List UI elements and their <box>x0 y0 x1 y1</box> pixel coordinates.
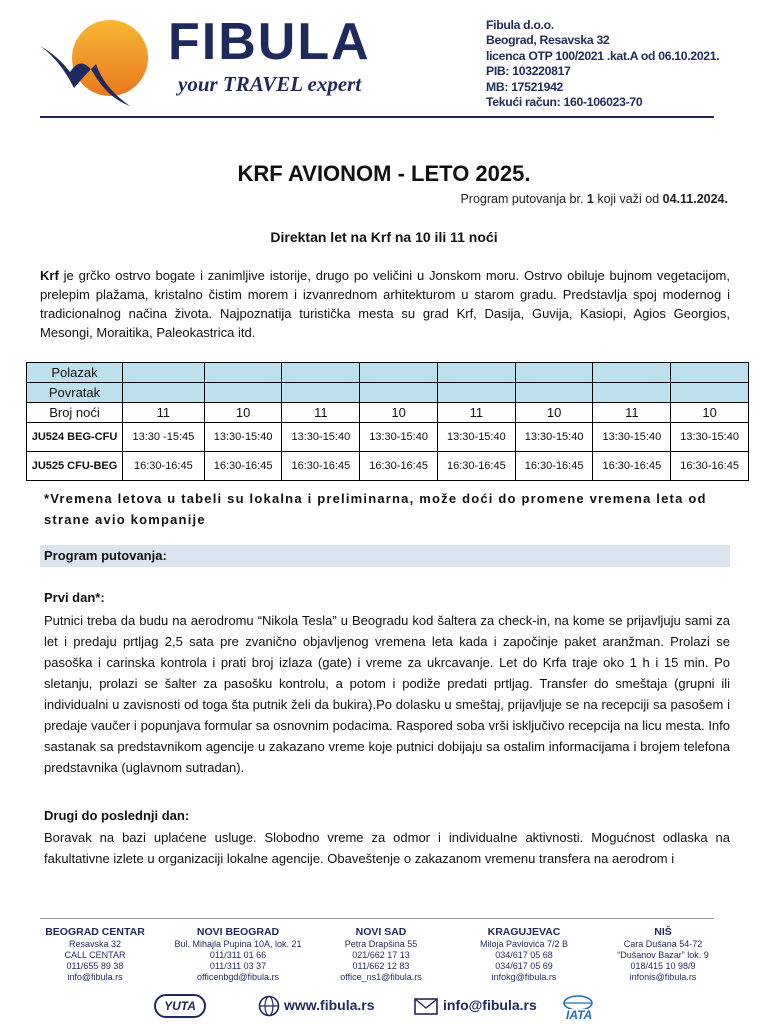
office-line: officenbgd@fibula.rs <box>196 972 280 982</box>
company-line: licenca OTP 100/2021 .kat.A od 06.10.2021. <box>486 48 720 63</box>
logo-wordmark: FIBULA <box>168 13 371 71</box>
globe-icon <box>258 995 280 1017</box>
office-line: 011/655 89 38 <box>66 961 124 971</box>
table-row-return <box>27 383 749 403</box>
email-link[interactable]: info@fibula.rs <box>443 997 537 1013</box>
table-cell: 11 <box>593 403 671 423</box>
table-cell: 10 <box>204 403 282 423</box>
table-cell <box>123 363 205 383</box>
table-cell <box>360 383 438 403</box>
office-line: 011/662 12 83 <box>352 961 410 971</box>
office-line: Resavska 32 <box>68 939 122 949</box>
program-heading-bar <box>40 545 730 567</box>
company-line: Fibula d.o.o. <box>486 18 554 32</box>
day1-title: Prvi dan*: <box>44 590 105 605</box>
office-kragujevac <box>460 926 588 983</box>
day2-text: Boravak na bazi uplaćene usluge. Slobodno vreme za odmor i individualne aktivnosti. Mogućnost odlaska na fakultativne izlete u organizaciji lokalne agencije. Obaveštenje o zakazanom vremenu transfera na aerodrom i <box>44 830 730 866</box>
intro-paragraph: Krf je grčko ostrvo bogate i zanimljive istorije, drugo po veličini u Jonskom moru. Ostrvo obiluje bujnom vegetacijom, prelepim plažama, kristalno čistim morem i izvanrednom arhitekturom u starom gradu. Predstavlja spoj modernog i tradicionalnog načina života. Najpoznatija turistička mesta su grad Krf, Dasija, Guvija, Kasiopi, Agios Georgios, Mesongi, Moraitika, Paleokastrica itd. <box>40 268 730 340</box>
table-cell <box>204 383 282 403</box>
table-cell <box>593 383 671 403</box>
office-line: 034/617 05 69 <box>495 961 553 971</box>
table-cell: 10 <box>671 403 749 423</box>
iata-globe-icon <box>562 993 594 1009</box>
office-beograd-centar <box>40 926 150 983</box>
office-line: info@fibula.rs <box>67 972 123 982</box>
office-line: CALL CENTAR <box>64 950 126 960</box>
table-cell: 13:30-15:40 <box>437 423 515 452</box>
office-line: Bul. Mihajla Pupina 10A, lok. 21 <box>174 939 302 949</box>
table-cell <box>593 363 671 383</box>
table-cell <box>515 383 593 403</box>
table-row-flight-out <box>27 423 749 452</box>
table-cell: 10 <box>515 403 593 423</box>
flight-times-note: *Vremena letova u tabeli su lokalna i preliminarna, može doći do promene vremena leta od strane avio kompanije <box>44 491 707 527</box>
iata-logo: IATA <box>566 1008 593 1022</box>
table-cell: 11 <box>437 403 515 423</box>
table-cell: 11 <box>282 403 360 423</box>
office-line: 018/415 10 98/9 <box>630 961 696 971</box>
office-name: NIŠ <box>654 926 672 938</box>
table-label: Povratak <box>27 383 123 403</box>
company-line: Tekući račun: 160-106023-70 <box>486 95 643 110</box>
table-row-nights <box>27 403 749 423</box>
office-line: infokg@fibula.rs <box>491 972 557 982</box>
table-cell: 16:30-16:45 <box>593 452 671 481</box>
flight-table <box>26 362 749 481</box>
day2-title: Drugi do poslednji dan: <box>44 808 190 823</box>
table-cell <box>123 383 205 403</box>
table-cell: 10 <box>360 403 438 423</box>
office-line: 011/311 01 66 <box>209 950 267 960</box>
table-cell <box>671 383 749 403</box>
table-row-departure <box>27 363 749 383</box>
office-name: NOVI BEOGRAD <box>196 926 280 938</box>
office-name: BEOGRAD CENTAR <box>45 926 145 938</box>
office-name: NOVI SAD <box>355 926 407 938</box>
subheading: Direktan let na Krf na 10 ili 11 noći <box>270 229 498 245</box>
table-cell <box>204 363 282 383</box>
fibula-logo-icon <box>38 16 158 108</box>
header-divider <box>40 116 714 118</box>
office-line: “Dušanov Bazar” lok. 9 <box>617 950 709 960</box>
table-cell: 13:30-15:40 <box>282 423 360 452</box>
flight-code: JU524 BEG-CFU <box>27 423 123 452</box>
intro-bold: Krf <box>40 268 59 283</box>
logo-tagline: your TRAVEL expert <box>178 72 362 96</box>
table-cell <box>515 363 593 383</box>
office-novi-beograd <box>164 926 312 983</box>
table-cell: 16:30-16:45 <box>360 452 438 481</box>
table-cell <box>360 363 438 383</box>
office-line: 034/617 05 68 <box>495 950 553 960</box>
table-cell: 16:30-16:45 <box>204 452 282 481</box>
website-link[interactable]: www.fibula.rs <box>284 997 375 1013</box>
page-title: KRF AVIONOM - LETO 2025. <box>237 161 531 186</box>
day1-text: Putnici treba da budu na aerodromu “Nikola Tesla” u Beogradu kod šaltera za check-in, na kome se prijavljuju sami za let i predaju prtljag 2,5 sata pre zvanično objavljenog vremena leta kada i započinje paket aranžman. Prolazi se pasoška i carinska kontrola i prati broj izlaza (gate) i vreme za ukrcavanje. Let do Krfa traje oko 1 h i 15 min. Po sletanju, prolazi se šalter za pasošku kontrolu, a potom i podiže predati prtljag. Transfer do smeštaja (grupni ili individualni u zavisnosti od toga šta putnik želi da bukira).Po dolasku u smeštaj, prijavljuje se na recepciji sa pasošem i predaje vaučer i popunjava formular sa osnovnim podacima. Raspored soba vrši isključivo recepcija na licu mesta. Info sastanak sa predstavnikom agencije u zakazano vreme koje putnici dobijaju sa ostalim informacijama i brojem telefona predstavnika (uglavnom sutradan). <box>44 613 730 775</box>
program-number: 1 <box>586 192 594 206</box>
office-name: KRAGUJEVAC <box>487 926 561 938</box>
table-cell <box>282 363 360 383</box>
company-info <box>486 18 719 110</box>
table-cell <box>437 383 515 403</box>
company-line: PIB: 103220817 <box>486 64 571 79</box>
table-cell: 16:30-16:45 <box>437 452 515 481</box>
footer-divider <box>40 918 714 919</box>
table-cell: 13:30-15:40 <box>204 423 282 452</box>
table-cell: 13:30-15:40 <box>360 423 438 452</box>
yuta-logo: YUTA <box>154 994 206 1018</box>
table-cell: 11 <box>123 403 205 423</box>
table-cell: 13:30-15:40 <box>515 423 593 452</box>
office-line: Miloja Pavlovića 7/2 B <box>479 939 569 949</box>
office-line: office_ns1@fibula.rs <box>340 972 422 982</box>
valid-date: 04.11.2024. <box>662 192 728 206</box>
table-cell: 16:30-16:45 <box>123 452 205 481</box>
table-cell: 16:30-16:45 <box>515 452 593 481</box>
office-line: Cara Dušana 54-72 <box>623 939 703 949</box>
office-line: 021/662 17 13 <box>352 950 410 960</box>
office-line: Petra Drapšina 55 <box>344 939 418 949</box>
table-label: Broj noći <box>27 403 123 423</box>
table-label: Polazak <box>27 363 123 383</box>
table-cell <box>437 363 515 383</box>
flight-code: JU525 CFU-BEG <box>27 452 123 481</box>
company-line: MB: 17521942 <box>486 79 564 94</box>
table-cell: 13:30-15:40 <box>593 423 671 452</box>
envelope-icon <box>414 998 438 1015</box>
table-cell: 16:30-16:45 <box>671 452 749 481</box>
table-cell <box>671 363 749 383</box>
table-cell: 13:30-15:40 <box>671 423 749 452</box>
table-row-flight-back <box>27 452 749 481</box>
program-validity: Program putovanja br. 1 koji važi od 04.11.2024. <box>460 192 728 206</box>
table-cell: 13:30 -15:45 <box>123 423 205 452</box>
office-line: 011/311 03 37 <box>209 961 267 971</box>
office-nis <box>604 926 722 983</box>
table-cell <box>282 383 360 403</box>
company-line: Beograd, Resavska 32 <box>486 33 610 48</box>
table-cell: 16:30-16:45 <box>282 452 360 481</box>
office-line: infonis@fibula.rs <box>629 972 697 982</box>
office-novi-sad <box>326 926 436 983</box>
program-heading: Program putovanja: <box>44 548 167 563</box>
